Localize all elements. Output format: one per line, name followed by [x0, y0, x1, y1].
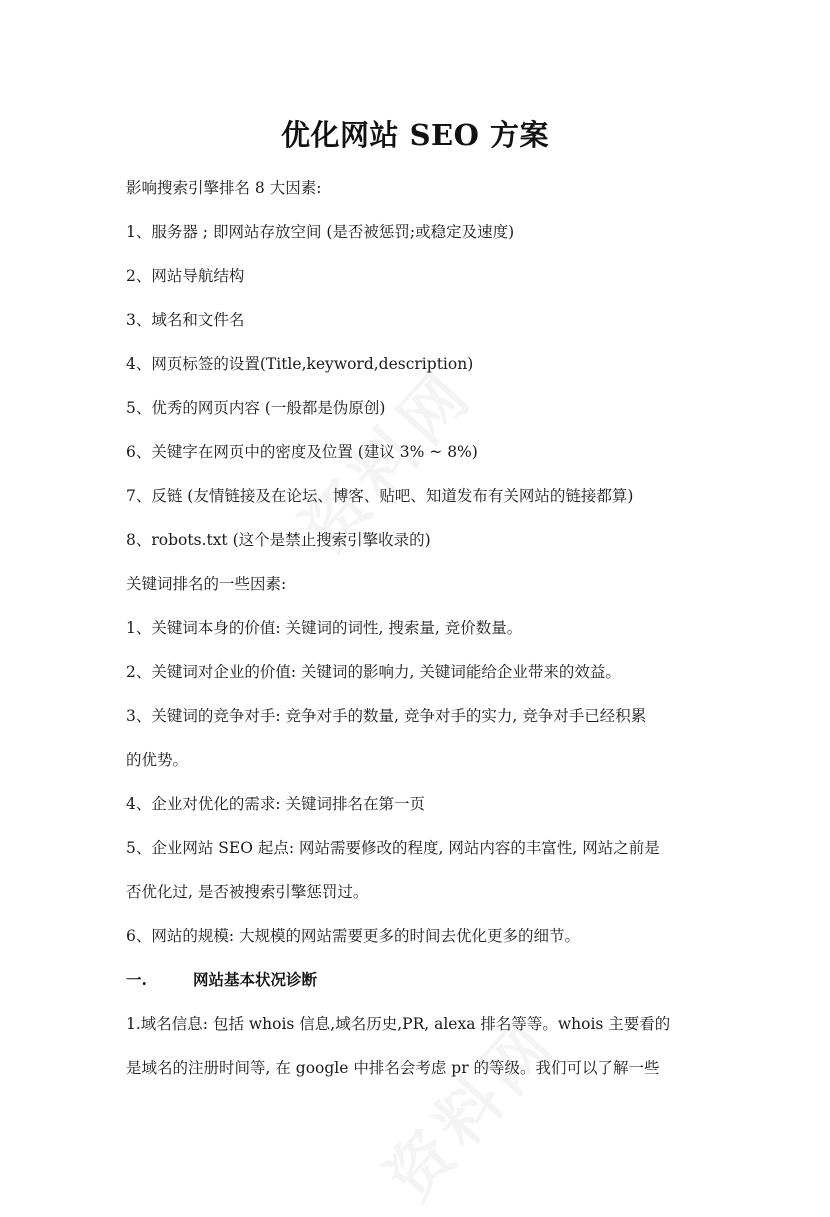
paragraph-line: 6、网站的规模: 大规模的网站需要更多的时间去优化更多的细节。 [126, 927, 581, 945]
paragraph-line: 的优势。 [126, 751, 189, 769]
paragraph-line: 7、反链 (友情链接及在论坛、博客、贴吧、知道发布有关网站的链接都算) [126, 487, 634, 505]
paragraph-line: 3、关键词的竞争对手: 竞争对手的数量, 竞争对手的实力, 竞争对手已经积累 [126, 707, 647, 725]
paragraph-line: 2、网站导航结构 [126, 267, 245, 285]
section-number: 一. [126, 970, 147, 989]
paragraph-line: 6、关键字在网页中的密度及位置 (建议 3% ~ 8%) [126, 443, 478, 461]
paragraph-line: 5、企业网站 SEO 起点: 网站需要修改的程度, 网站内容的丰富性, 网站之前是 [126, 839, 660, 857]
paragraph-line: 1、关键词本身的价值: 关键词的词性, 搜索量, 竞价数量。 [126, 619, 523, 637]
paragraph-line: 1.域名信息: 包括 whois 信息,域名历史,PR, alexa 排名等等。whois 主要看的 [126, 1015, 671, 1033]
paragraph-line: 4、企业对优化的需求: 关键词排名在第一页 [126, 795, 426, 813]
paragraph-line: 8、robots.txt (这个是禁止搜索引擎收录的) [126, 531, 431, 549]
paragraph-line: 关键词排名的一些因素: [126, 575, 287, 593]
paragraph-line: 4、网页标签的设置(Title,keyword,description) [126, 355, 474, 373]
paragraph-line: 是域名的注册时间等, 在 google 中排名会考虑 pr 的等级。我们可以了解一些 [126, 1059, 660, 1077]
paragraph-line: 否优化过, 是否被搜索引擎惩罚过。 [126, 883, 369, 901]
section-heading [126, 958, 716, 1002]
paragraph-line: 影响搜索引擎排名 8 大因素: [126, 179, 322, 197]
page-title: 优化网站 SEO 方案 [280, 118, 549, 152]
paragraph-line: 1、服务器 ; 即网站存放空间 (是否被惩罚;或稳定及速度) [126, 223, 515, 241]
paragraph-line: 3、域名和文件名 [126, 311, 245, 329]
paragraph-line: 5、优秀的网页内容 (一般都是伪原创) [126, 399, 386, 417]
paragraph-line: 2、关键词对企业的价值: 关键词的影响力, 关键词能给企业带来的效益。 [126, 663, 621, 681]
document-body [126, 166, 716, 1090]
section-heading-text: 网站基本状况诊断 [193, 970, 318, 989]
